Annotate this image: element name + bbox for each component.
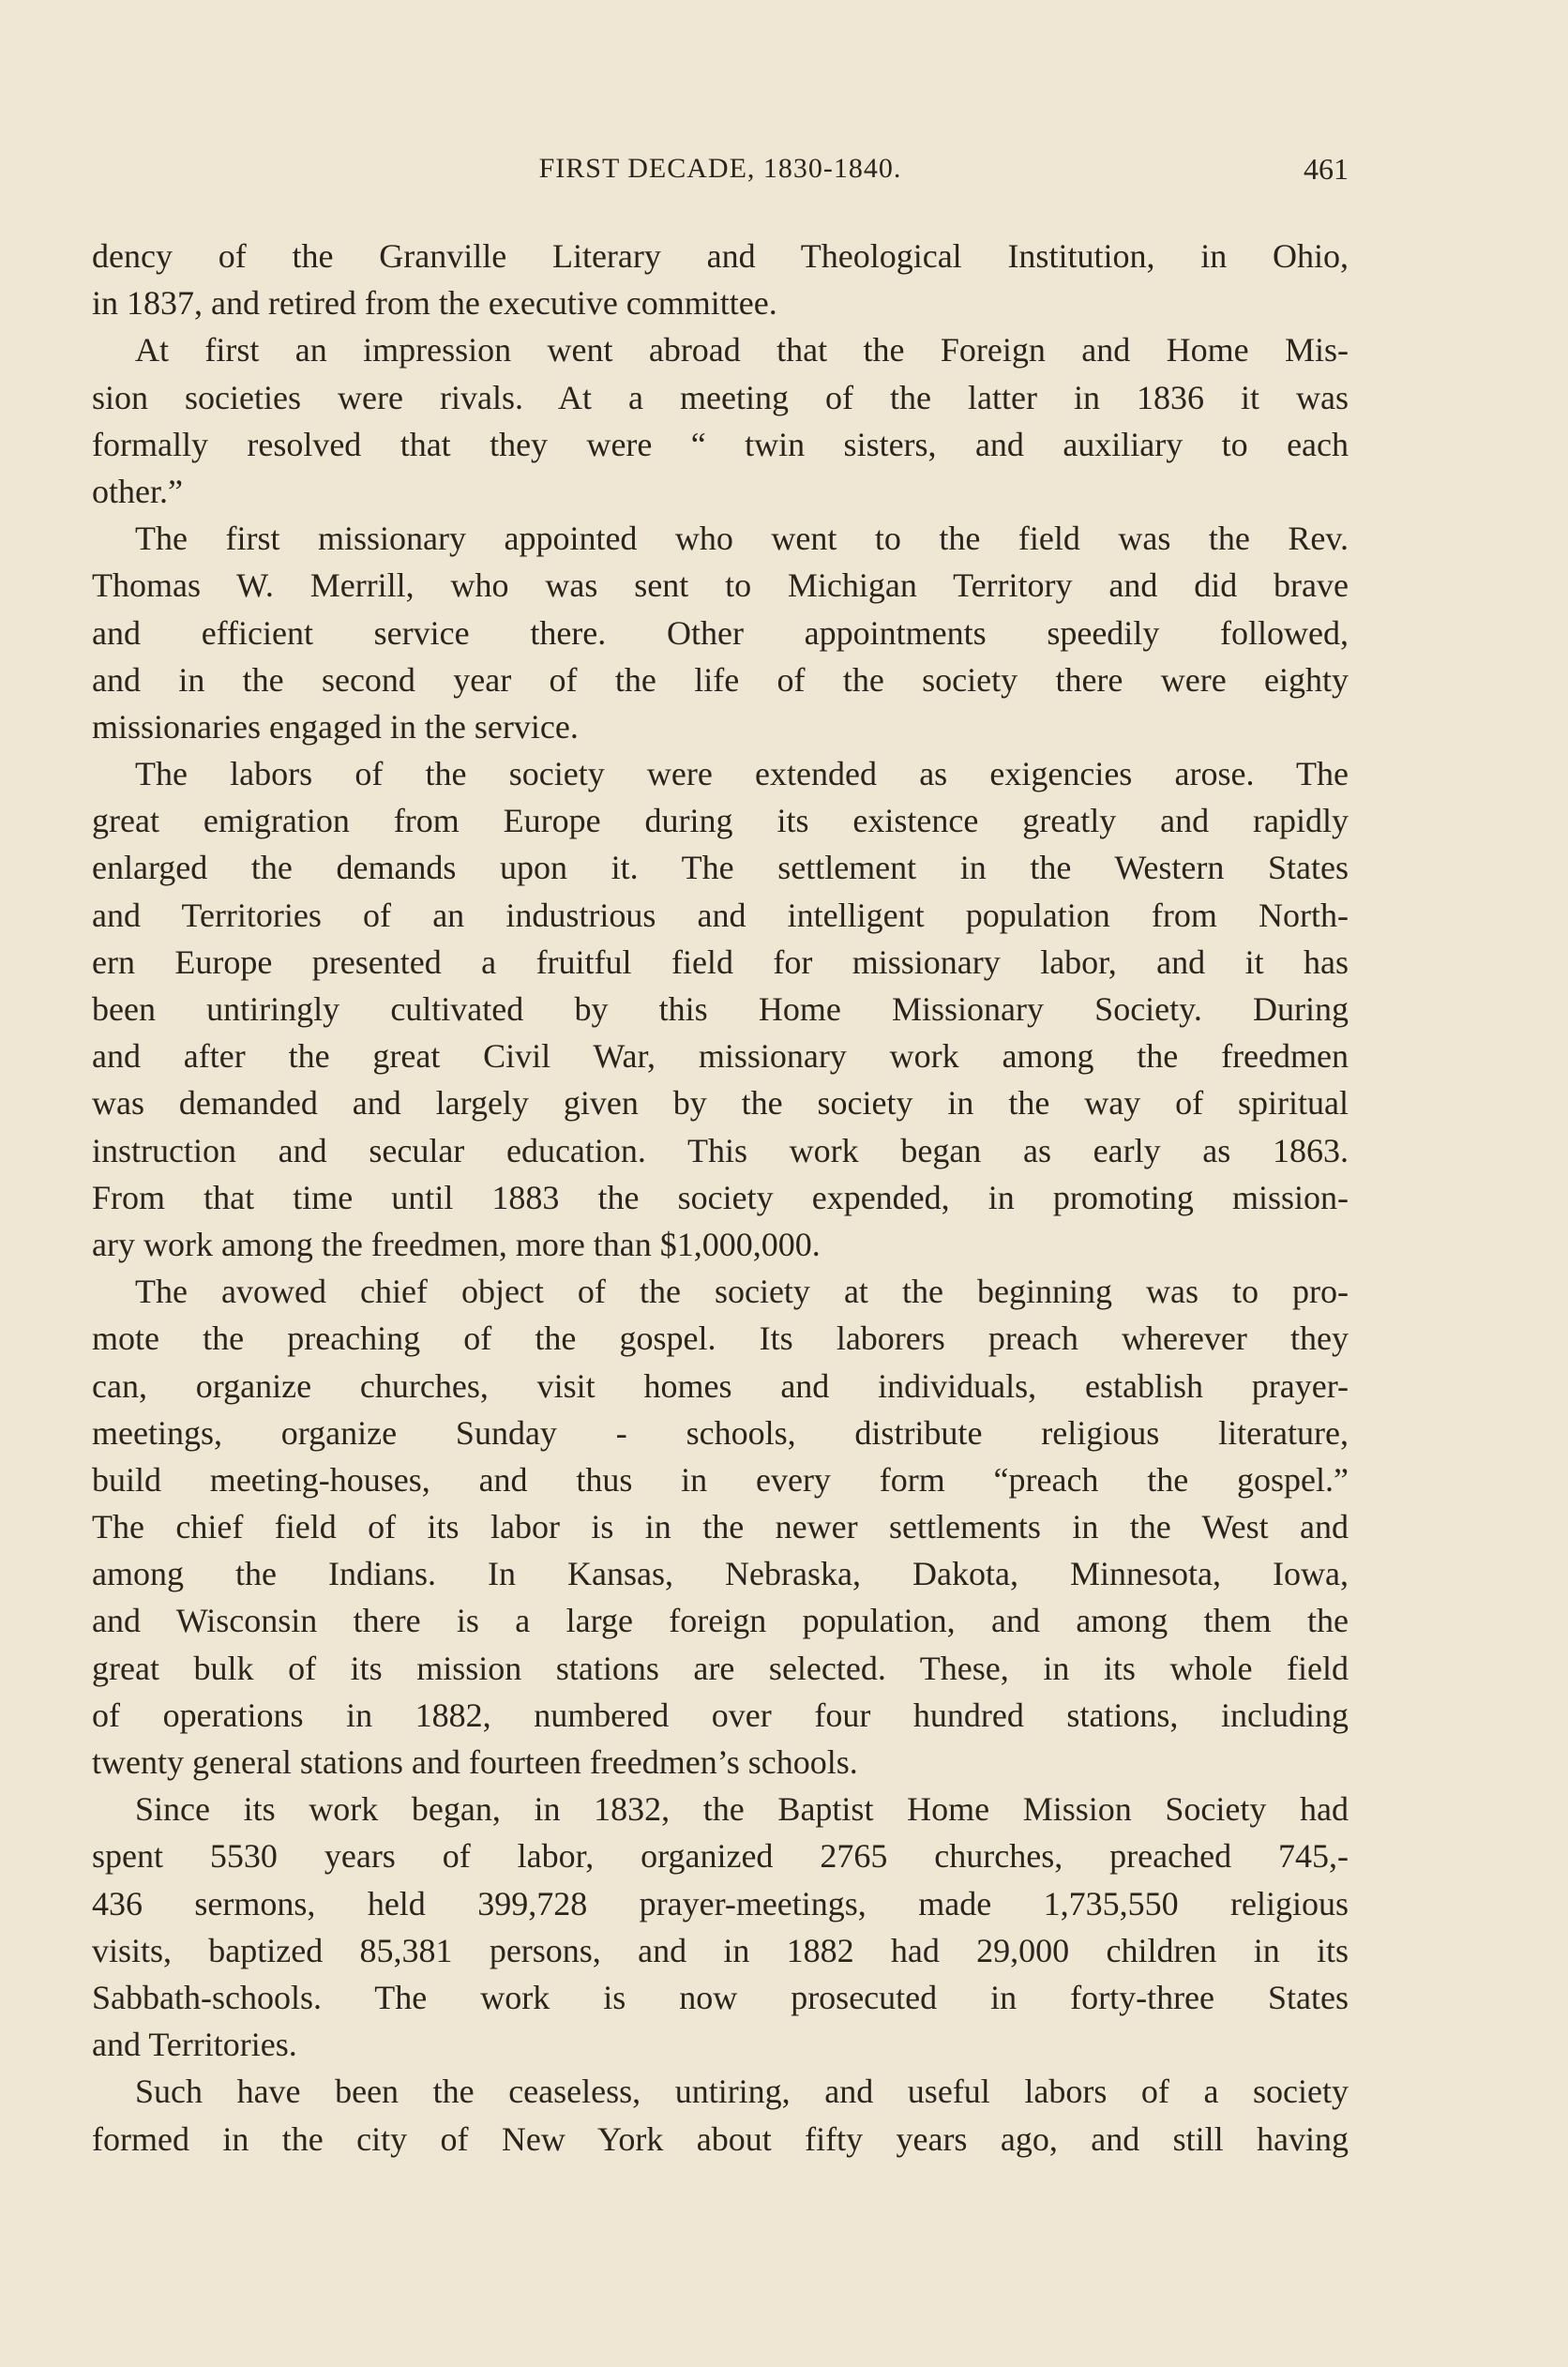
text-line: and Wisconsin there is a large foreign population, and among them the	[92, 1602, 1349, 1640]
text-line: At first an impression went abroad that the Foreign and Home Mis-	[135, 331, 1349, 369]
text-line: been untiringly cultivated by this Home Missionary Society. During	[92, 990, 1349, 1028]
text-line: sion societies were rivals. At a meeting of the latter in 1836 it was	[92, 378, 1349, 416]
text-line: Such have been the ceaseless, untiring, and useful labors of a society	[135, 2073, 1349, 2111]
text-line: build meeting-houses, and thus in every form “preach the gospel.”	[92, 1460, 1349, 1499]
text-line: and in the second year of the life of the society there were eighty	[92, 660, 1349, 699]
text-line: can, organize churches, visit homes and individuals, establish prayer-	[92, 1366, 1349, 1405]
text-line: twenty general stations and fourteen freedmen’s schools.	[92, 1743, 858, 1781]
text-line: instruction and secular education. This work began as early as 1863.	[92, 1131, 1349, 1169]
text-line: among the Indians. In Kansas, Nebraska, Dakota, Minnesota, Iowa,	[92, 1555, 1349, 1593]
text-line: Thomas W. Merrill, who was sent to Michigan Territory and did brave	[92, 566, 1349, 605]
text-line: missionaries engaged in the service.	[92, 707, 579, 746]
running-title: FIRST DECADE, 1830-1840.	[538, 153, 902, 184]
text-line: mote the preaching of the gospel. Its laborers preach wherever they	[92, 1319, 1349, 1358]
page-number: 461	[1304, 152, 1349, 186]
text-line: The avowed chief object of the society at the beginning was to pro-	[135, 1273, 1349, 1311]
text-line: great emigration from Europe during its existence greatly and rapidly	[92, 802, 1349, 840]
text-line: spent 5530 years of labor, organized 2765 churches, preached 745,-	[92, 1837, 1349, 1876]
text-line: and efficient service there. Other appointments speedily followed,	[92, 613, 1349, 652]
text-line: and Territories of an industrious and intelligent population from North-	[92, 896, 1349, 934]
body-text	[92, 233, 1349, 2163]
text-line: The chief field of its labor is in the newer settlements in the West and	[92, 1508, 1349, 1546]
text-line: meetings, organize Sunday - schools, distribute religious literature,	[92, 1413, 1349, 1452]
text-line: great bulk of its mission stations are selected. These, in its whole field	[92, 1649, 1349, 1687]
text-line: in 1837, and retired from the executive committee.	[92, 284, 777, 323]
text-line: The first missionary appointed who went to the field was the Rev.	[135, 520, 1349, 558]
text-line: ary work among the freedmen, more than $1,000,000.	[92, 1225, 821, 1263]
text-line: formally resolved that they were “ twin sisters, and auxiliary to each	[92, 425, 1349, 463]
text-line: of operations in 1882, numbered over four hundred stations, including	[92, 1696, 1349, 1734]
text-line: dency of the Granville Literary and Theological Institution, in Ohio,	[92, 237, 1349, 275]
text-line: The labors of the society were extended as exigencies arose. The	[135, 755, 1349, 793]
running-head	[92, 148, 1349, 189]
text-line: From that time until 1883 the society expended, in promoting mission-	[92, 1178, 1349, 1216]
text-line: 436 sermons, held 399,728 prayer-meetings, made 1,735,550 religious	[92, 1884, 1349, 1922]
text-line: enlarged the demands upon it. The settlement in the Western States	[92, 849, 1349, 887]
text-line: ern Europe presented a fruitful field for missionary labor, and it has	[92, 942, 1349, 981]
text-line: visits, baptized 85,381 persons, and in 1882 had 29,000 children in its	[92, 1931, 1349, 1969]
text-line: Since its work began, in 1832, the Baptist Home Mission Society had	[135, 1790, 1349, 1829]
text-line: formed in the city of New York about fifty years ago, and still having	[92, 2119, 1349, 2158]
text-line: Sabbath-schools. The work is now prosecuted in forty-three States	[92, 1978, 1349, 2016]
text-line: other.”	[92, 472, 183, 510]
text-line: and after the great Civil War, missionary work among the freedmen	[92, 1037, 1349, 1076]
text-line: was demanded and largely given by the society in the way of spiritual	[92, 1084, 1349, 1123]
text-line: and Territories.	[92, 2026, 297, 2064]
